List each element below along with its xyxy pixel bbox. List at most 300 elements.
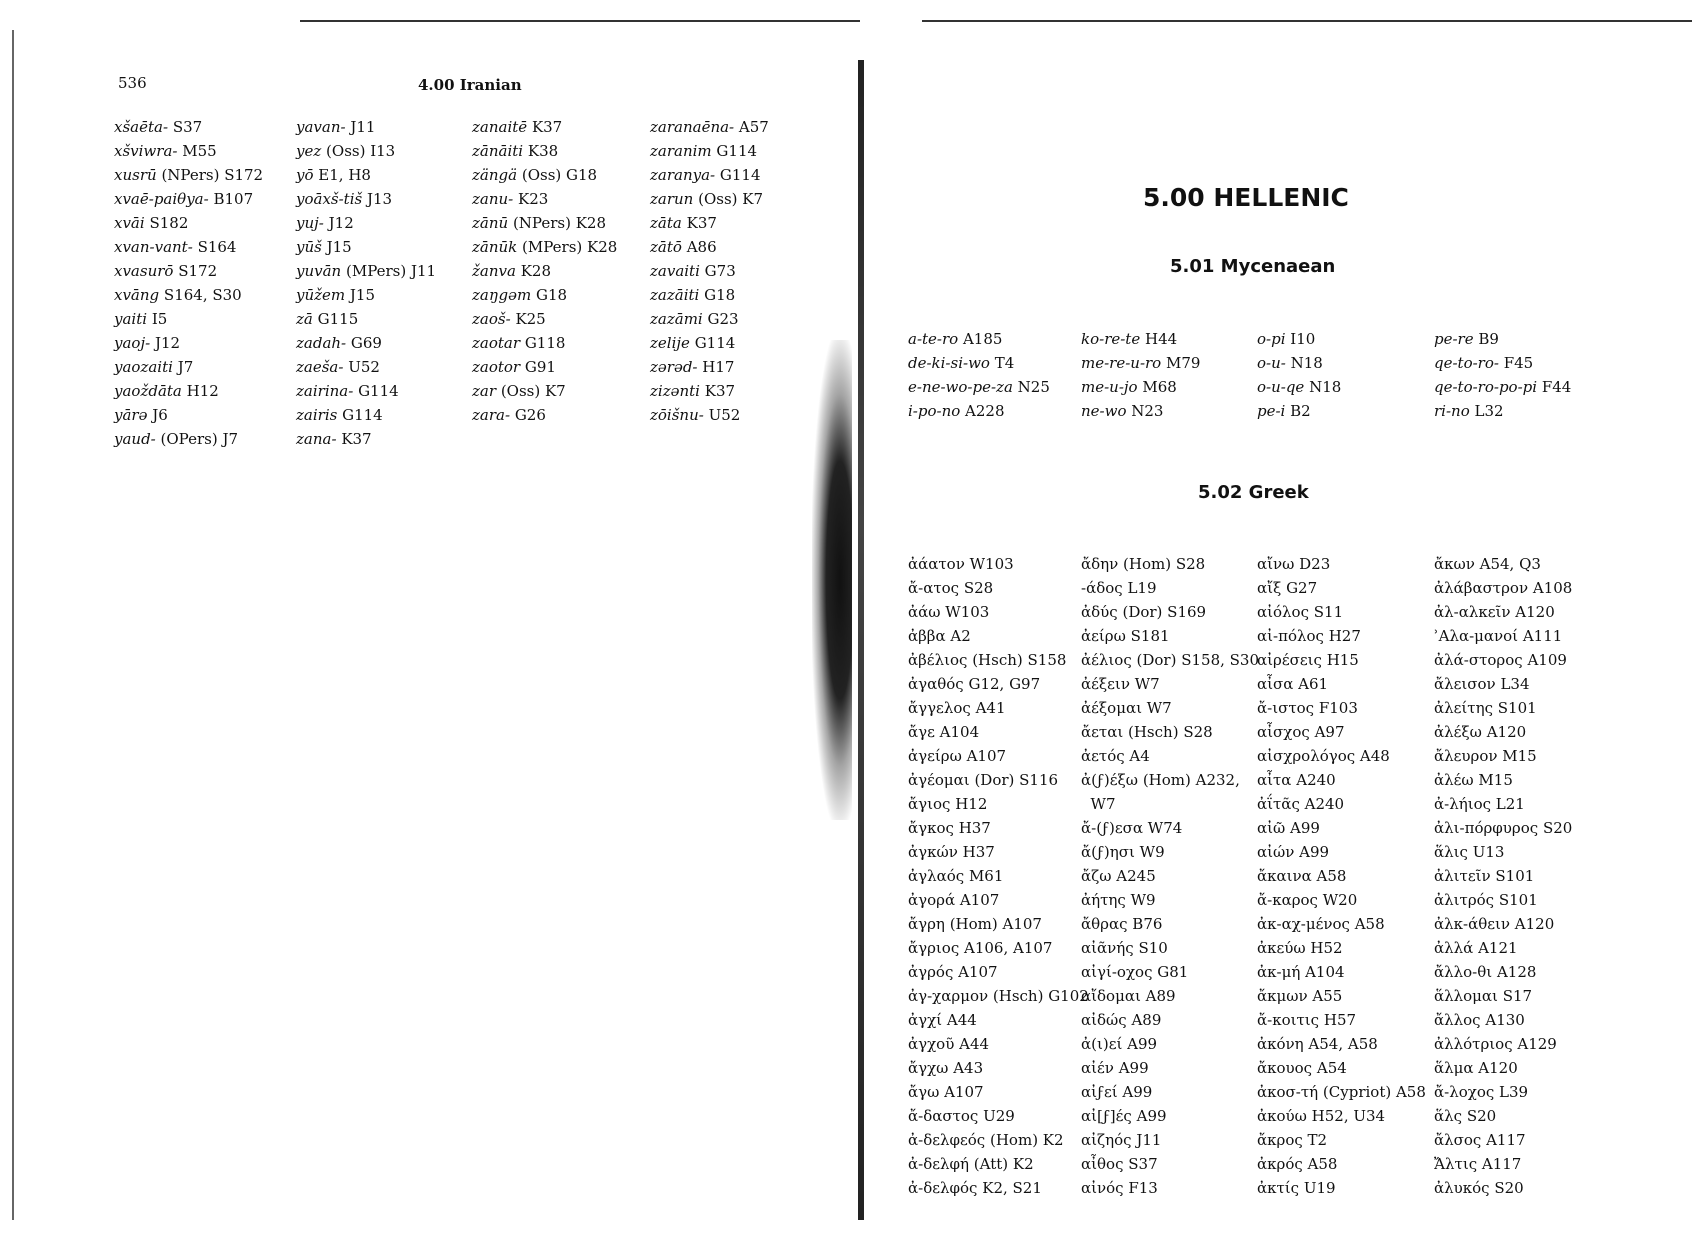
entry-term: ἀέξομαι xyxy=(1081,699,1142,717)
entry-term: yuj- xyxy=(296,214,324,232)
entry-term: ἀλά-στορος xyxy=(1434,651,1523,669)
index-entry xyxy=(1081,1008,1259,1032)
index-column xyxy=(296,115,436,451)
entry-term: ἀκ-μή xyxy=(1257,963,1301,981)
entry-reference: (Oss) I13 xyxy=(326,142,396,160)
entry-reference: J11 xyxy=(1136,1131,1162,1149)
entry-reference: A106, A107 xyxy=(964,939,1053,957)
entry-term: ἀλι-πόρφυρος xyxy=(1434,819,1539,837)
running-head: 4.00 Iranian xyxy=(418,76,522,94)
entry-term: zərəd- xyxy=(650,358,698,376)
index-entry xyxy=(1434,1032,1572,1056)
index-entry xyxy=(1257,960,1426,984)
index-column xyxy=(908,552,1089,1200)
index-entry xyxy=(1081,327,1200,351)
index-entry xyxy=(1434,600,1572,624)
index-entry xyxy=(1434,624,1572,648)
entry-reference: A185 xyxy=(962,330,1003,348)
entry-reference: J11 xyxy=(350,118,376,136)
entry-reference: A55 xyxy=(1312,987,1343,1005)
entry-reference: A99 xyxy=(1127,1035,1158,1053)
entry-reference: H37 xyxy=(958,819,991,837)
index-entry xyxy=(296,163,436,187)
index-entry xyxy=(1257,375,1341,399)
entry-reference: B9 xyxy=(1478,330,1499,348)
entry-reference: A120 xyxy=(1515,603,1555,621)
entry-reference: E1, H8 xyxy=(318,166,371,184)
index-entry xyxy=(1434,1152,1572,1176)
entry-reference: N25 xyxy=(1017,378,1050,396)
index-entry xyxy=(1257,1056,1426,1080)
index-entry xyxy=(296,307,436,331)
index-entry xyxy=(1434,792,1572,816)
index-entry xyxy=(908,792,1089,816)
entry-reference: W20 xyxy=(1322,891,1358,909)
index-entry xyxy=(114,139,263,163)
index-column xyxy=(650,115,769,427)
entry-term: αἰδώς xyxy=(1081,1011,1127,1029)
entry-term: ἄ-ατος xyxy=(908,579,960,597)
entry-term: αἴξ xyxy=(1257,579,1282,597)
entry-term: ἀγ-χαρμον xyxy=(908,987,989,1005)
entry-term: ἄγιος xyxy=(908,795,951,813)
entry-reference: K28 xyxy=(520,262,552,280)
index-entry xyxy=(1434,912,1572,936)
entry-term: ἀγορά xyxy=(908,891,956,909)
entry-reference: A107 xyxy=(958,963,998,981)
entry-reference: M15 xyxy=(1478,771,1513,789)
entry-term: αἰρέσεις xyxy=(1257,651,1322,669)
index-entry xyxy=(296,355,436,379)
index-entry xyxy=(1081,1056,1259,1080)
index-column xyxy=(472,115,617,427)
entry-term: ἅλμα xyxy=(1434,1059,1474,1077)
index-entry xyxy=(1434,1080,1572,1104)
entry-reference: A120 xyxy=(1478,1059,1518,1077)
index-entry xyxy=(472,115,617,139)
entry-term: ʾΑλα-μανοί xyxy=(1434,627,1519,645)
top-rule xyxy=(922,20,1692,22)
index-entry xyxy=(908,1008,1089,1032)
entry-term: αἶσα xyxy=(1257,675,1294,693)
entry-term: ἄγε xyxy=(908,723,935,741)
entry-term: ἀλιτεῖν xyxy=(1434,867,1491,885)
index-entry xyxy=(1257,768,1426,792)
index-entry xyxy=(1434,1008,1572,1032)
index-entry xyxy=(1257,672,1426,696)
entry-term: ἀκεύω xyxy=(1257,939,1306,957)
entry-term: pe-i xyxy=(1257,402,1286,420)
entry-term: xvan-vant- xyxy=(114,238,193,256)
entry-reference: (Dor) S116 xyxy=(974,771,1059,789)
entry-reference: A117 xyxy=(1486,1131,1526,1149)
entry-term: xvāi xyxy=(114,214,145,232)
entry-reference: K37 xyxy=(704,382,736,400)
entry-term: ἄλεισον xyxy=(1434,675,1496,693)
entry-reference: H15 xyxy=(1326,651,1359,669)
entry-term: zar xyxy=(472,382,497,400)
index-entry xyxy=(1257,399,1341,423)
entry-term: yaoj- xyxy=(114,334,151,352)
index-entry xyxy=(1434,768,1572,792)
index-entry xyxy=(472,211,617,235)
entry-term: ἀκόνη xyxy=(1257,1035,1304,1053)
index-entry xyxy=(650,115,769,139)
index-entry xyxy=(1434,744,1572,768)
index-entry xyxy=(1257,864,1426,888)
entry-reference: A58 xyxy=(1316,867,1347,885)
entry-reference: S17 xyxy=(1502,987,1533,1005)
index-entry xyxy=(1081,720,1259,744)
index-entry xyxy=(296,427,436,451)
entry-term: αἶσχος xyxy=(1257,723,1310,741)
index-entry xyxy=(650,331,769,355)
entry-term: ἄεται xyxy=(1081,723,1124,741)
entry-reference: A41 xyxy=(975,699,1006,717)
index-entry xyxy=(296,259,436,283)
entry-term: xvāng xyxy=(114,286,160,304)
entry-term: ἀ-δελφή xyxy=(908,1155,969,1173)
entry-term: qe-to-ro- xyxy=(1434,354,1499,372)
entry-term: αἰνός xyxy=(1081,1179,1124,1197)
index-entry xyxy=(1081,792,1259,816)
entry-term: ἄ-λοχος xyxy=(1434,1083,1495,1101)
index-entry xyxy=(1081,936,1259,960)
entry-term: ἄ-καρος xyxy=(1257,891,1318,909)
entry-reference: A57 xyxy=(738,118,769,136)
entry-term: ἀετός xyxy=(1081,747,1125,765)
entry-term: ἄγρη xyxy=(908,915,945,933)
entry-term: o-u-qe xyxy=(1257,378,1305,396)
entry-term: ἄγχω xyxy=(908,1059,949,1077)
entry-term: αἰγί-οχος xyxy=(1081,963,1153,981)
index-entry xyxy=(1081,888,1259,912)
index-entry xyxy=(1257,840,1426,864)
entry-term: ἀλλά xyxy=(1434,939,1474,957)
index-entry xyxy=(1257,816,1426,840)
entry-reference: J6 xyxy=(152,406,168,424)
entry-term: zelije xyxy=(650,334,690,352)
right-page xyxy=(862,0,1693,1237)
entry-reference: A99 xyxy=(1290,819,1320,837)
entry-reference: D23 xyxy=(1299,555,1331,573)
entry-reference: A54 xyxy=(1316,1059,1347,1077)
entry-reference: M68 xyxy=(1142,378,1177,396)
page-number: 536 xyxy=(118,74,147,92)
entry-reference: S20 xyxy=(1494,1179,1524,1197)
index-entry xyxy=(908,984,1089,1008)
entry-reference: A4 xyxy=(1129,747,1150,765)
entry-term: yaiti xyxy=(114,310,148,328)
entry-term: ἄζω xyxy=(1081,867,1112,885)
index-entry xyxy=(1257,912,1426,936)
entry-term: xvaē-paiθya- xyxy=(114,190,209,208)
index-entry xyxy=(114,163,263,187)
entry-reference: S101 xyxy=(1495,867,1535,885)
entry-reference: K23 xyxy=(518,190,549,208)
entry-reference: A108 xyxy=(1532,579,1573,597)
entry-term: ko-re-te xyxy=(1081,330,1141,348)
index-entry xyxy=(908,672,1089,696)
entry-term: ἄ-ιστος xyxy=(1257,699,1315,717)
entry-term: yārə xyxy=(114,406,148,424)
entry-reference: (NPers) S172 xyxy=(161,166,264,184)
index-column xyxy=(1081,552,1259,1200)
index-entry xyxy=(1081,375,1200,399)
index-entry xyxy=(114,307,263,331)
entry-term: ἀ-δελφεός xyxy=(908,1131,986,1149)
index-entry xyxy=(908,744,1089,768)
entry-term: o-u- xyxy=(1257,354,1286,372)
entry-reference: L19 xyxy=(1127,579,1157,597)
entry-reference: S37 xyxy=(172,118,203,136)
index-entry xyxy=(1434,696,1572,720)
index-column xyxy=(1257,552,1426,1200)
entry-term: ἀλλότριος xyxy=(1434,1035,1513,1053)
entry-reference: A104 xyxy=(939,723,980,741)
index-entry xyxy=(472,187,617,211)
index-entry xyxy=(1257,600,1426,624)
entry-term: ἄγκος xyxy=(908,819,954,837)
entry-reference: L34 xyxy=(1500,675,1530,693)
entry-reference: G73 xyxy=(704,262,736,280)
entry-term: zazāmi xyxy=(650,310,703,328)
index-entry xyxy=(1434,1128,1572,1152)
entry-term: yoāxš-tiš xyxy=(296,190,363,208)
index-entry xyxy=(650,211,769,235)
index-entry xyxy=(1081,816,1259,840)
index-entry xyxy=(908,552,1089,576)
entry-term: αἰέν xyxy=(1081,1059,1114,1077)
index-entry xyxy=(114,235,263,259)
index-column xyxy=(908,327,1050,423)
index-entry xyxy=(908,1080,1089,1104)
entry-term: zaotor xyxy=(472,358,521,376)
entry-term: ἀγχοῦ xyxy=(908,1035,955,1053)
entry-term: ἀέξειν xyxy=(1081,675,1130,693)
index-entry xyxy=(650,379,769,403)
index-entry xyxy=(1257,1080,1426,1104)
entry-reference: A107 xyxy=(966,747,1007,765)
entry-reference: A97 xyxy=(1314,723,1345,741)
entry-reference: A107 xyxy=(944,1083,984,1101)
entry-term: yaud- xyxy=(114,430,156,448)
entry-term: ἀββα xyxy=(908,627,946,645)
entry-term: de-ki-si-wo xyxy=(908,354,990,372)
entry-term: ἀ-δελφός xyxy=(908,1179,978,1197)
entry-reference: F13 xyxy=(1128,1179,1158,1197)
entry-term: ἄδην xyxy=(1081,555,1119,573)
index-entry xyxy=(908,936,1089,960)
entry-term: ἄ-(ϝ)εσα xyxy=(1081,819,1143,837)
index-entry xyxy=(1081,1176,1259,1200)
entry-term: ἄλλος xyxy=(1434,1011,1481,1029)
index-entry xyxy=(1434,936,1572,960)
entry-term: yaoždāta xyxy=(114,382,182,400)
entry-term: ἀέλιος xyxy=(1081,651,1132,669)
entry-reference: G23 xyxy=(707,310,739,328)
entry-term: ἀκτίς xyxy=(1257,1179,1300,1197)
index-entry xyxy=(1081,912,1259,936)
index-entry xyxy=(1434,399,1571,423)
entry-reference: W7 xyxy=(1134,675,1160,693)
index-entry xyxy=(1257,1176,1426,1200)
entry-term: αἴδομαι xyxy=(1081,987,1141,1005)
entry-term: zängä xyxy=(472,166,518,184)
entry-reference: (Hsch) G102 xyxy=(992,987,1089,1005)
entry-term: ἄκων xyxy=(1434,555,1475,573)
entry-reference: N23 xyxy=(1131,402,1164,420)
entry-reference: S101 xyxy=(1498,891,1538,909)
entry-reference: H52 xyxy=(1310,939,1343,957)
index-entry xyxy=(1081,840,1259,864)
entry-reference: G114 xyxy=(716,142,758,160)
entry-term: yūš xyxy=(296,238,322,256)
entry-term: ἄλλο-θι xyxy=(1434,963,1493,981)
entry-reference: A99 xyxy=(1122,1083,1153,1101)
index-entry xyxy=(1257,984,1426,1008)
entry-reference: (Att) K2 xyxy=(973,1155,1034,1173)
index-entry xyxy=(296,211,436,235)
index-entry xyxy=(908,840,1089,864)
entry-reference: K2, S21 xyxy=(982,1179,1042,1197)
entry-reference: A2 xyxy=(950,627,971,645)
index-entry xyxy=(908,399,1050,423)
entry-reference: A61 xyxy=(1298,675,1329,693)
index-entry xyxy=(908,1056,1089,1080)
index-entry xyxy=(908,816,1089,840)
entry-reference: S164 xyxy=(197,238,237,256)
index-entry xyxy=(1081,1104,1259,1128)
entry-reference: A99 xyxy=(1136,1107,1167,1125)
index-entry xyxy=(296,283,436,307)
index-entry xyxy=(1081,744,1259,768)
entry-reference: K37 xyxy=(686,214,717,232)
gutter-shadow xyxy=(812,340,852,820)
entry-reference: S164, S30 xyxy=(163,286,242,304)
entry-term: ἀγκών xyxy=(908,843,958,861)
entry-term: zara- xyxy=(472,406,511,424)
entry-term: zaoš- xyxy=(472,310,511,328)
entry-term: ἄκαινα xyxy=(1257,867,1312,885)
entry-term: Ἄλτις xyxy=(1434,1155,1478,1173)
entry-reference: N18 xyxy=(1290,354,1323,372)
entry-reference: A240 xyxy=(1296,771,1336,789)
entry-term: αἶθος xyxy=(1081,1155,1124,1173)
entry-term: ἀάατον xyxy=(908,555,965,573)
index-entry xyxy=(1434,816,1572,840)
entry-term: ἀ(ι)εί xyxy=(1081,1035,1123,1053)
index-entry xyxy=(908,576,1089,600)
index-entry xyxy=(908,600,1089,624)
entry-term: ἀλέω xyxy=(1434,771,1474,789)
entry-reference: H27 xyxy=(1328,627,1361,645)
entry-reference: U13 xyxy=(1472,843,1505,861)
entry-term: ἀδύς xyxy=(1081,603,1118,621)
entry-reference: G18 xyxy=(704,286,736,304)
index-entry xyxy=(296,235,436,259)
entry-reference: J15 xyxy=(326,238,352,256)
entry-reference: W9 xyxy=(1139,843,1165,861)
entry-term: ἀλάβαστρον xyxy=(1434,579,1529,597)
entry-term: ἀλιτρός xyxy=(1434,891,1495,909)
entry-term: yūžem xyxy=(296,286,346,304)
index-entry xyxy=(1434,327,1571,351)
entry-term: me-re-u-ro xyxy=(1081,354,1162,372)
entry-reference: A99 xyxy=(1299,843,1330,861)
entry-term: αἰζηός xyxy=(1081,1131,1132,1149)
entry-term: a-te-ro xyxy=(908,330,959,348)
entry-reference: A86 xyxy=(686,238,717,256)
entry-term: ἀλκ-άθειν xyxy=(1434,915,1511,933)
index-entry xyxy=(1081,960,1259,984)
entry-term: zaeša- xyxy=(296,358,344,376)
entry-reference: A228 xyxy=(965,402,1005,420)
entry-reference: J12 xyxy=(328,214,354,232)
entry-reference: (Oss) K7 xyxy=(500,382,566,400)
entry-reference: G12, G97 xyxy=(968,675,1041,693)
entry-term: ἄ(ϝ)ησι xyxy=(1081,843,1135,861)
entry-reference: U52 xyxy=(708,406,741,424)
page-edge xyxy=(12,30,14,1220)
index-entry xyxy=(1257,624,1426,648)
entry-term: zōišnu- xyxy=(650,406,704,424)
index-entry xyxy=(1081,399,1200,423)
entry-reference: G118 xyxy=(524,334,566,352)
index-entry xyxy=(472,139,617,163)
entry-term: xšviwra- xyxy=(114,142,178,160)
entry-reference: (Hom) A107 xyxy=(949,915,1042,933)
entry-term: αἰσχρολόγος xyxy=(1257,747,1356,765)
entry-term: ἄγω xyxy=(908,1083,940,1101)
entry-reference: A43 xyxy=(953,1059,984,1077)
entry-reference: A129 xyxy=(1517,1035,1557,1053)
entry-reference: H57 xyxy=(1323,1011,1357,1029)
entry-reference: K25 xyxy=(515,310,546,328)
entry-reference: J15 xyxy=(349,286,376,304)
entry-term: yavan- xyxy=(296,118,346,136)
entry-reference: A54, Q3 xyxy=(1479,555,1541,573)
entry-term: yō xyxy=(296,166,314,184)
entry-reference: H12 xyxy=(186,382,219,400)
entry-term: ἀήτης xyxy=(1081,891,1126,909)
entry-term: ἀκοσ-τή xyxy=(1257,1083,1319,1101)
index-entry xyxy=(908,351,1050,375)
entry-reference: M15 xyxy=(1502,747,1537,765)
entry-term: ἀλ-αλκεῖν xyxy=(1434,603,1511,621)
index-entry xyxy=(1434,888,1572,912)
entry-term: zaotar xyxy=(472,334,521,352)
index-entry xyxy=(650,307,769,331)
entry-reference: A58 xyxy=(1307,1155,1338,1173)
entry-term: zā xyxy=(296,310,313,328)
entry-reference: (NPers) K28 xyxy=(512,214,607,232)
entry-reference: G114 xyxy=(342,406,383,424)
entry-term: ἀλέξω xyxy=(1434,723,1482,741)
index-entry xyxy=(908,624,1089,648)
entry-reference: L39 xyxy=(1499,1083,1529,1101)
entry-reference: A128 xyxy=(1496,963,1537,981)
index-entry xyxy=(908,696,1089,720)
index-entry xyxy=(1434,672,1572,696)
entry-term: pe-re xyxy=(1434,330,1474,348)
entry-term: zaranaēna- xyxy=(650,118,735,136)
entry-term: ἄθρας xyxy=(1081,915,1128,933)
entry-term: zavaiti xyxy=(650,262,700,280)
entry-term: αἰών xyxy=(1257,843,1295,861)
index-entry xyxy=(1081,1080,1259,1104)
index-entry xyxy=(1434,984,1572,1008)
